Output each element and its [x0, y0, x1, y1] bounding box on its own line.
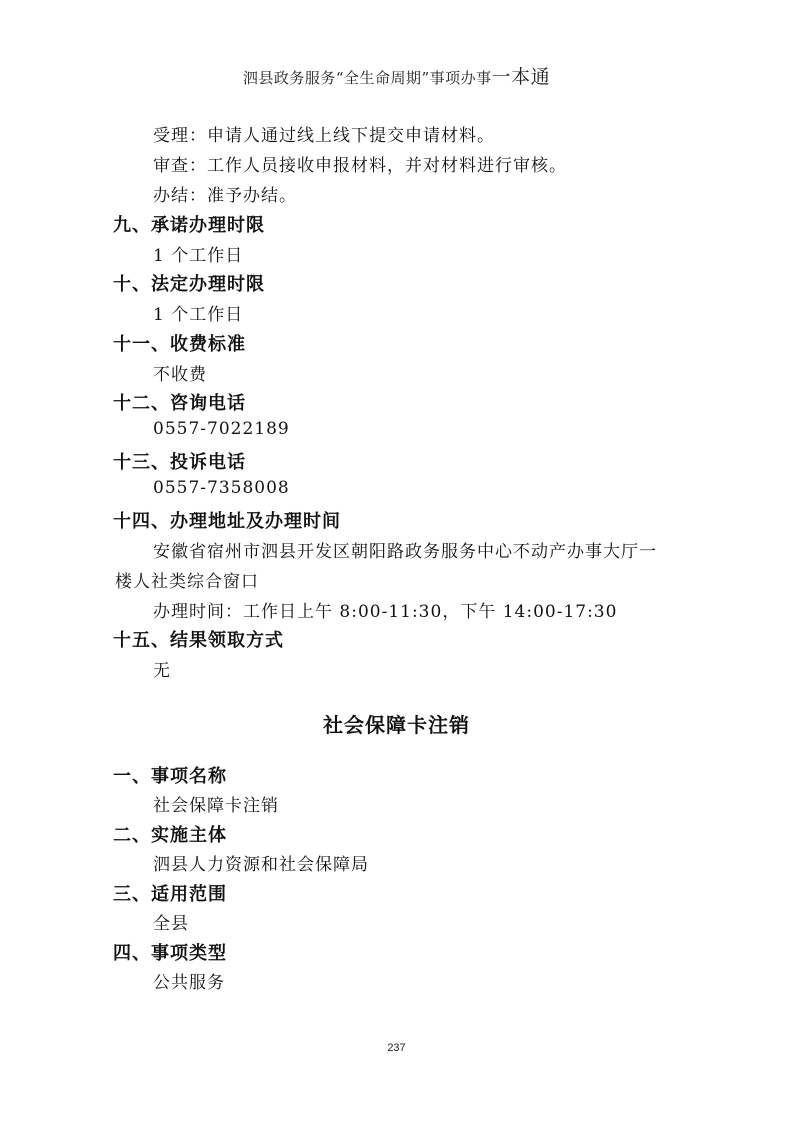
address-line-1: 安徽省宿州市泗县开发区朝阳路政务服务中心不动产办事大厅一	[153, 542, 657, 562]
section-9-value: 1 个工作日	[153, 246, 244, 266]
office-hours: 办理时间：工作日上午 8:00-11:30，下午 14:00-17:30	[153, 602, 618, 622]
section-15-heading: 十五、结果领取方式	[113, 630, 284, 651]
section-14-heading: 十四、办理地址及办理时间	[113, 511, 341, 532]
page-number: 237	[387, 1042, 406, 1054]
header-emphasis: 一本通	[491, 66, 551, 88]
process-review: 审查：工作人员接收申报材料，并对材料进行审核。	[153, 156, 567, 176]
item-section-1-heading: 一、事项名称	[113, 766, 227, 787]
section-9-heading: 九、承诺办理时限	[113, 215, 265, 236]
item-section-3-value: 全县	[153, 914, 189, 934]
consult-phone: 0557-7022189	[153, 419, 290, 439]
complaint-phone: 0557-7358008	[153, 478, 290, 498]
section-11-value: 不收费	[153, 365, 207, 385]
process-conclude: 办结：准予办结。	[153, 186, 297, 206]
section-10-value: 1 个工作日	[153, 305, 244, 325]
item-section-4-heading: 四、事项类型	[113, 943, 227, 964]
item-section-1-value: 社会保障卡注销	[153, 796, 279, 816]
section-12-heading: 十二、咨询电话	[113, 393, 246, 414]
section-10-heading: 十、法定办理时限	[113, 274, 265, 295]
item-section-3-heading: 三、适用范围	[113, 884, 227, 905]
address-line-2: 楼人社类综合窗口	[115, 572, 259, 592]
item-section-2-heading: 二、实施主体	[113, 825, 227, 846]
process-accept: 受理：申请人通过线上线下提交申请材料。	[153, 126, 495, 146]
section-15-value: 无	[153, 661, 171, 681]
section-11-heading: 十一、收费标准	[113, 334, 246, 355]
item-section-4-value: 公共服务	[153, 973, 225, 993]
item-section-2-value: 泗县人力资源和社会保障局	[153, 855, 369, 875]
section-13-heading: 十三、投诉电话	[113, 452, 246, 473]
item-title: 社会保障卡注销	[323, 713, 470, 737]
header-text: 泗县政务服务“全生命周期”事项办事	[242, 69, 492, 87]
running-header	[0, 62, 793, 89]
